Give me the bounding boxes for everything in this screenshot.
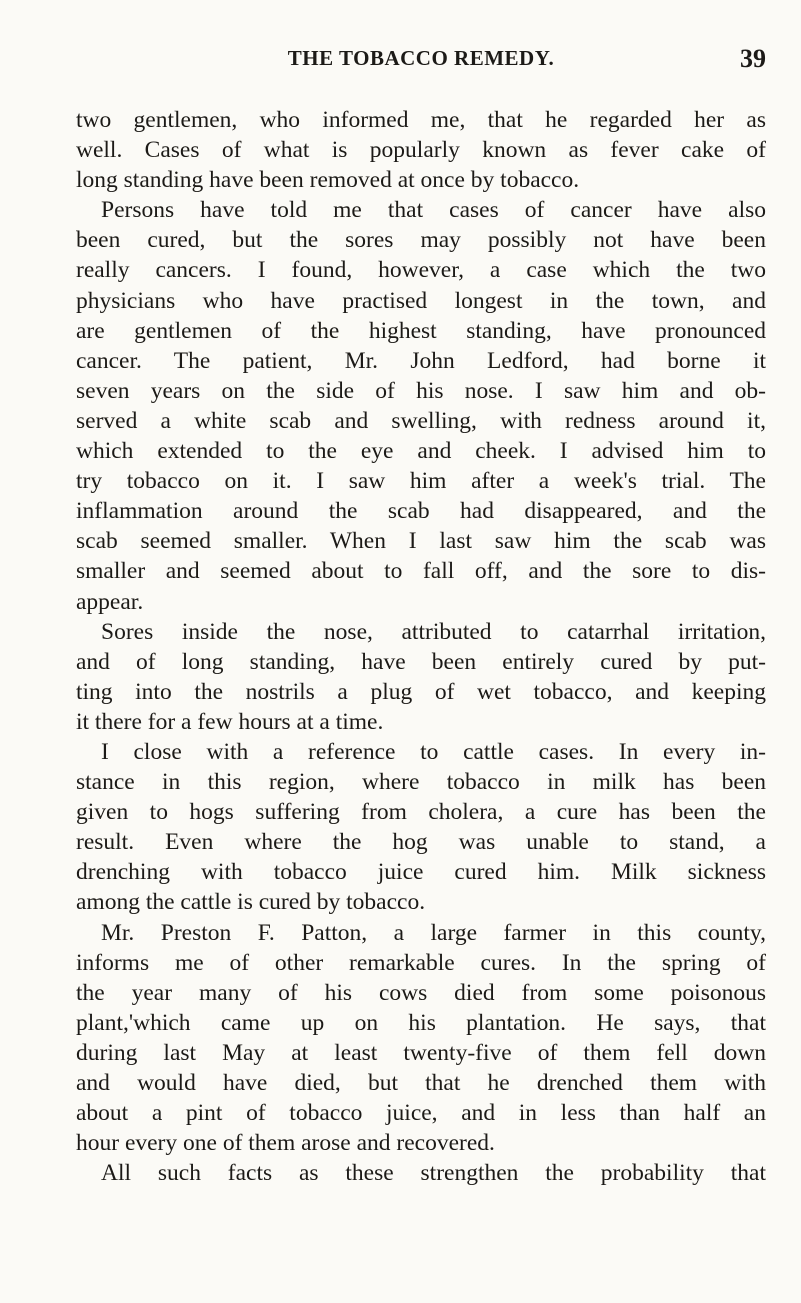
text-line: during last May at least twenty-five of them fell down	[76, 1039, 766, 1066]
text-line: seven years on the side of his nose. I saw him and ob-	[76, 377, 766, 404]
text-line: the year many of his cows died from some poisonous	[76, 979, 766, 1006]
text-line: long standing have been removed at once by tobacco.	[76, 167, 580, 194]
text-line: physicians who have practised longest in the town, and	[76, 287, 766, 314]
text-line: Sores inside the nose, attributed to catarrhal irritation,	[101, 618, 766, 645]
text-line: which extended to the eye and cheek. I advised him to	[76, 438, 766, 465]
text-line: try tobacco on it. I saw him after a week's trial. The	[76, 468, 766, 495]
running-title: THE TOBACCO REMEDY.	[287, 46, 555, 70]
text-line: ting into the nostrils a plug of wet tobacco, and keeping	[76, 678, 766, 705]
text-line: Persons have told me that cases of cancer have also	[101, 197, 766, 224]
text-line: given to hogs suffering from cholera, a cure has been the	[76, 799, 766, 826]
text-line: hour every one of them arose and recovered.	[76, 1130, 495, 1157]
body-text	[76, 105, 766, 1188]
text-line: result. Even where the hog was unable to stand, a	[76, 829, 766, 856]
text-line: cancer. The patient, Mr. John Ledford, had borne it	[76, 347, 766, 374]
text-line: and of long standing, have been entirely cured by put-	[76, 648, 766, 675]
text-line: are gentlemen of the highest standing, have pronounced	[76, 317, 766, 344]
text-line: appear.	[76, 588, 144, 615]
text-line: been cured, but the sores may possibly not have been	[76, 227, 766, 254]
text-line: smaller and seemed about to fall off, and the sore to dis-	[76, 558, 766, 585]
text-line: among the cattle is cured by tobacco.	[76, 889, 426, 916]
text-line: and would have died, but that he drenched them with	[76, 1070, 766, 1096]
text-line: plant,'which came up on his plantation. He says, that	[76, 1009, 766, 1036]
text-line: stance in this region, where tobacco in milk has been	[76, 769, 766, 796]
text-line: well. Cases of what is popularly known as fever cake of	[76, 137, 766, 164]
text-line: about a pint of tobacco juice, and in less than half an	[76, 1100, 766, 1127]
page-number: 39	[740, 44, 766, 73]
text-line: served a white scab and swelling, with redness around it,	[76, 407, 766, 434]
text-line: inflammation around the scab had disappeared, and the	[76, 498, 766, 525]
text-line: informs me of other remarkable cures. In the spring of	[76, 949, 766, 976]
text-line: it there for a few hours at a time.	[76, 708, 384, 735]
text-line: drenching with tobacco juice cured him. Milk sickness	[76, 859, 766, 886]
running-head	[76, 46, 766, 76]
text-line: really cancers. I found, however, a case which the two	[76, 257, 766, 284]
text-line: I close with a reference to cattle cases. In every in-	[101, 738, 766, 765]
text-line: scab seemed smaller. When I last saw him the scab was	[76, 528, 766, 555]
text-line: two gentlemen, who informed me, that he regarded her as	[76, 107, 766, 133]
text-line: Mr. Preston F. Patton, a large farmer in this county,	[101, 919, 766, 946]
text-line: All such facts as these strengthen the probability that	[101, 1160, 766, 1187]
